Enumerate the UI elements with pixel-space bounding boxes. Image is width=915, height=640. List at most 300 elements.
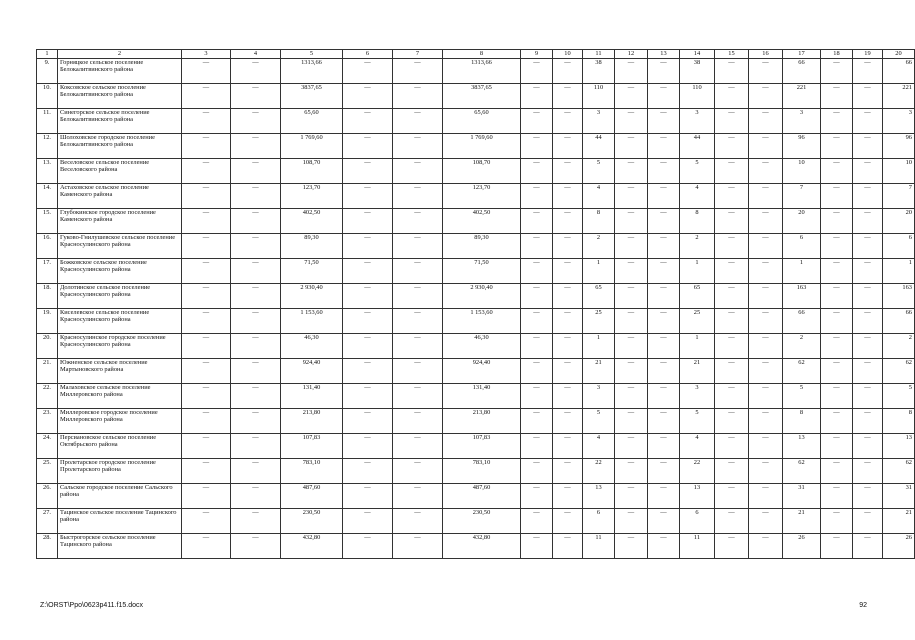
value-cell: — <box>821 209 853 234</box>
value-cell: — <box>615 459 648 484</box>
value-cell: 21 <box>583 359 615 384</box>
settlement-name-cell: Коксовское сельское поселение Белокалитвинского района <box>58 84 182 109</box>
value-cell: 2 <box>680 234 715 259</box>
value-cell: 25 <box>680 309 715 334</box>
value-cell: — <box>182 59 231 84</box>
value-cell: 3 <box>783 109 821 134</box>
value-cell: — <box>393 234 443 259</box>
value-cell: — <box>821 409 853 434</box>
value-cell: — <box>521 484 553 509</box>
value-cell: — <box>853 259 883 284</box>
value-cell: — <box>182 184 231 209</box>
table-row <box>37 134 915 159</box>
value-cell: — <box>853 234 883 259</box>
value-cell: 6 <box>583 509 615 534</box>
value-cell: 5 <box>583 409 615 434</box>
value-cell: — <box>343 234 393 259</box>
value-cell: 3837,65 <box>281 84 343 109</box>
value-cell: — <box>853 134 883 159</box>
value-cell: 221 <box>783 84 821 109</box>
value-cell: 924,40 <box>443 359 521 384</box>
value-cell: — <box>231 484 281 509</box>
value-cell: — <box>615 59 648 84</box>
value-cell: 1 153,60 <box>443 309 521 334</box>
value-cell: 432,80 <box>443 534 521 559</box>
value-cell: — <box>343 284 393 309</box>
value-cell: — <box>393 134 443 159</box>
value-cell: — <box>182 259 231 284</box>
column-header: 9 <box>521 50 553 59</box>
value-cell: — <box>521 334 553 359</box>
settlement-name-cell: Шолоховское городское поселение Белокалитвинского района <box>58 134 182 159</box>
value-cell: — <box>393 259 443 284</box>
value-cell: — <box>231 459 281 484</box>
value-cell: 62 <box>883 459 915 484</box>
value-cell: 110 <box>680 84 715 109</box>
value-cell: — <box>615 209 648 234</box>
value-cell: — <box>648 109 680 134</box>
value-cell: — <box>715 134 749 159</box>
value-cell: 1 <box>883 259 915 284</box>
value-cell: 3 <box>883 109 915 134</box>
value-cell: — <box>615 359 648 384</box>
table-row <box>37 184 915 209</box>
value-cell: 10 <box>883 159 915 184</box>
value-cell: — <box>393 384 443 409</box>
value-cell: — <box>749 384 783 409</box>
value-cell: — <box>715 259 749 284</box>
value-cell: — <box>343 484 393 509</box>
settlement-name-cell: Миллеровское городское поселение Миллеровского района <box>58 409 182 434</box>
value-cell: — <box>615 309 648 334</box>
value-cell: — <box>821 234 853 259</box>
value-cell: — <box>821 134 853 159</box>
value-cell: 20 <box>883 209 915 234</box>
value-cell: — <box>715 309 749 334</box>
value-cell: 1 <box>680 334 715 359</box>
value-cell: — <box>343 134 393 159</box>
value-cell: 2 930,40 <box>443 284 521 309</box>
value-cell: — <box>343 334 393 359</box>
settlement-name-cell: Глубокинское городское поселение Каменского района <box>58 209 182 234</box>
value-cell: — <box>853 184 883 209</box>
value-cell: — <box>393 209 443 234</box>
value-cell: 25 <box>583 309 615 334</box>
value-cell: 4 <box>583 434 615 459</box>
column-header: 18 <box>821 50 853 59</box>
value-cell: — <box>393 434 443 459</box>
value-cell: — <box>615 409 648 434</box>
table-row <box>37 109 915 134</box>
value-cell: — <box>393 409 443 434</box>
column-header: 12 <box>615 50 648 59</box>
row-number-cell: 14. <box>37 184 58 209</box>
settlement-name-cell: Сальское городское поселение Сальского района <box>58 484 182 509</box>
value-cell: — <box>648 534 680 559</box>
value-cell: — <box>231 184 281 209</box>
value-cell: 6 <box>680 509 715 534</box>
value-cell: 13 <box>783 434 821 459</box>
column-header: 7 <box>393 50 443 59</box>
value-cell: — <box>182 109 231 134</box>
value-cell: — <box>715 484 749 509</box>
value-cell: — <box>231 509 281 534</box>
value-cell: — <box>648 384 680 409</box>
value-cell: — <box>393 109 443 134</box>
value-cell: — <box>231 434 281 459</box>
value-cell: — <box>182 409 231 434</box>
value-cell: — <box>521 409 553 434</box>
value-cell: — <box>182 84 231 109</box>
value-cell: 26 <box>783 534 821 559</box>
value-cell: — <box>231 159 281 184</box>
column-header: 10 <box>553 50 583 59</box>
value-cell: 4 <box>680 434 715 459</box>
value-cell: — <box>715 234 749 259</box>
row-number-cell: 19. <box>37 309 58 334</box>
value-cell: 26 <box>883 534 915 559</box>
value-cell: — <box>821 309 853 334</box>
value-cell: 1 <box>583 334 615 359</box>
value-cell: 5 <box>883 384 915 409</box>
column-header: 19 <box>853 50 883 59</box>
value-cell: 7 <box>883 184 915 209</box>
settlement-name-cell: Пролетарское городское поселение Пролетарского района <box>58 459 182 484</box>
value-cell: — <box>853 434 883 459</box>
value-cell: 21 <box>680 359 715 384</box>
value-cell: — <box>393 359 443 384</box>
row-number-cell: 16. <box>37 234 58 259</box>
value-cell: — <box>393 184 443 209</box>
value-cell: 221 <box>883 84 915 109</box>
value-cell: — <box>182 384 231 409</box>
value-cell: 5 <box>783 384 821 409</box>
value-cell: — <box>553 84 583 109</box>
value-cell: 2 930,40 <box>281 284 343 309</box>
value-cell: — <box>715 409 749 434</box>
value-cell: — <box>521 234 553 259</box>
value-cell: — <box>521 184 553 209</box>
page-number: 92 <box>859 602 867 609</box>
value-cell: — <box>648 359 680 384</box>
value-cell: — <box>821 534 853 559</box>
value-cell: — <box>553 509 583 534</box>
value-cell: — <box>853 309 883 334</box>
value-cell: — <box>853 409 883 434</box>
value-cell: — <box>553 459 583 484</box>
value-cell: — <box>521 534 553 559</box>
table-row <box>37 234 915 259</box>
value-cell: — <box>553 434 583 459</box>
value-cell: — <box>648 309 680 334</box>
value-cell: 6 <box>783 234 821 259</box>
value-cell: — <box>182 159 231 184</box>
table-row <box>37 309 915 334</box>
settlement-name-cell: Тацинское сельское поселение Тацинского района <box>58 509 182 534</box>
value-cell: — <box>648 184 680 209</box>
value-cell: 22 <box>680 459 715 484</box>
value-cell: — <box>553 134 583 159</box>
value-cell: 3 <box>583 109 615 134</box>
value-cell: 1 769,60 <box>443 134 521 159</box>
value-cell: — <box>821 434 853 459</box>
settlement-name-cell: Божковское сельское поселение Красносулинского района <box>58 259 182 284</box>
value-cell: — <box>521 84 553 109</box>
value-cell: — <box>553 259 583 284</box>
value-cell: — <box>393 84 443 109</box>
value-cell: — <box>648 459 680 484</box>
value-cell: 213,80 <box>281 409 343 434</box>
value-cell: — <box>521 459 553 484</box>
value-cell: — <box>553 234 583 259</box>
value-cell: — <box>393 459 443 484</box>
value-cell: — <box>553 59 583 84</box>
value-cell: — <box>853 284 883 309</box>
value-cell: — <box>343 534 393 559</box>
value-cell: — <box>648 434 680 459</box>
value-cell: — <box>648 84 680 109</box>
value-cell: — <box>715 209 749 234</box>
value-cell: — <box>749 159 783 184</box>
value-cell: 11 <box>583 534 615 559</box>
value-cell: 71,50 <box>281 259 343 284</box>
value-cell: — <box>853 334 883 359</box>
table-row <box>37 284 915 309</box>
value-cell: — <box>553 159 583 184</box>
value-cell: 65 <box>583 284 615 309</box>
value-cell: — <box>231 259 281 284</box>
value-cell: 5 <box>680 409 715 434</box>
value-cell: — <box>231 359 281 384</box>
row-number-cell: 10. <box>37 84 58 109</box>
value-cell: 10 <box>783 159 821 184</box>
value-cell: — <box>521 384 553 409</box>
value-cell: — <box>553 359 583 384</box>
value-cell: — <box>343 59 393 84</box>
value-cell: — <box>521 134 553 159</box>
column-header: 17 <box>783 50 821 59</box>
value-cell: — <box>715 284 749 309</box>
value-cell: — <box>343 384 393 409</box>
value-cell: 5 <box>680 159 715 184</box>
value-cell: 487,60 <box>281 484 343 509</box>
value-cell: 163 <box>783 284 821 309</box>
value-cell: — <box>182 209 231 234</box>
value-cell: — <box>853 484 883 509</box>
settlement-name-cell: Красносулинское городское поселение Красносулинского района <box>58 334 182 359</box>
value-cell: — <box>821 509 853 534</box>
value-cell: 44 <box>680 134 715 159</box>
value-cell: — <box>615 434 648 459</box>
value-cell: — <box>749 234 783 259</box>
value-cell: — <box>521 109 553 134</box>
value-cell: — <box>182 284 231 309</box>
value-cell: 783,10 <box>281 459 343 484</box>
value-cell: 96 <box>883 134 915 159</box>
value-cell: 2 <box>783 334 821 359</box>
column-header: 15 <box>715 50 749 59</box>
value-cell: — <box>231 334 281 359</box>
value-cell: — <box>182 359 231 384</box>
value-cell: 65 <box>680 284 715 309</box>
column-header: 5 <box>281 50 343 59</box>
table-row <box>37 84 915 109</box>
value-cell: 22 <box>583 459 615 484</box>
table-row <box>37 59 915 84</box>
value-cell: — <box>521 284 553 309</box>
value-cell: — <box>821 159 853 184</box>
table-row <box>37 334 915 359</box>
table-row <box>37 484 915 509</box>
row-number-cell: 11. <box>37 109 58 134</box>
value-cell: — <box>553 409 583 434</box>
value-cell: 163 <box>883 284 915 309</box>
value-cell: — <box>821 59 853 84</box>
value-cell: — <box>615 384 648 409</box>
value-cell: — <box>553 384 583 409</box>
value-cell: 89,30 <box>281 234 343 259</box>
table-row <box>37 534 915 559</box>
column-header: 6 <box>343 50 393 59</box>
value-cell: — <box>648 209 680 234</box>
settlement-name-cell: Быстрогорское сельское поселение Тацинского района <box>58 534 182 559</box>
value-cell: — <box>393 284 443 309</box>
value-cell: — <box>615 259 648 284</box>
value-cell: 66 <box>883 59 915 84</box>
column-header: 8 <box>443 50 521 59</box>
value-cell: 432,80 <box>281 534 343 559</box>
value-cell: — <box>521 434 553 459</box>
value-cell: 1 <box>583 259 615 284</box>
value-cell: — <box>749 284 783 309</box>
value-cell: — <box>393 534 443 559</box>
value-cell: — <box>343 84 393 109</box>
data-table <box>36 49 915 559</box>
value-cell: 62 <box>783 459 821 484</box>
table-row <box>37 209 915 234</box>
value-cell: 21 <box>883 509 915 534</box>
value-cell: — <box>521 359 553 384</box>
value-cell: 46,30 <box>443 334 521 359</box>
value-cell: 487,60 <box>443 484 521 509</box>
value-cell: — <box>853 534 883 559</box>
value-cell: — <box>343 209 393 234</box>
value-cell: — <box>231 134 281 159</box>
row-number-cell: 22. <box>37 384 58 409</box>
value-cell: 8 <box>883 409 915 434</box>
value-cell: — <box>231 59 281 84</box>
value-cell: — <box>231 409 281 434</box>
value-cell: — <box>749 509 783 534</box>
value-cell: — <box>715 534 749 559</box>
value-cell: 123,70 <box>443 184 521 209</box>
value-cell: — <box>853 159 883 184</box>
value-cell: — <box>343 509 393 534</box>
value-cell: — <box>648 234 680 259</box>
table-row <box>37 159 915 184</box>
value-cell: — <box>182 534 231 559</box>
row-number-cell: 12. <box>37 134 58 159</box>
value-cell: — <box>648 484 680 509</box>
value-cell: — <box>715 434 749 459</box>
value-cell: — <box>821 84 853 109</box>
column-header: 3 <box>182 50 231 59</box>
value-cell: 65,60 <box>443 109 521 134</box>
value-cell: 108,70 <box>443 159 521 184</box>
value-cell: — <box>182 134 231 159</box>
settlement-name-cell: Малаховское сельское поселение Миллеровского района <box>58 384 182 409</box>
row-number-cell: 20. <box>37 334 58 359</box>
value-cell: 38 <box>583 59 615 84</box>
column-header: 16 <box>749 50 783 59</box>
value-cell: — <box>615 134 648 159</box>
row-number-cell: 28. <box>37 534 58 559</box>
value-cell: — <box>343 109 393 134</box>
value-cell: 11 <box>680 534 715 559</box>
settlement-name-cell: Гуково-Гнилушевское сельское поселение Красносулинского района <box>58 234 182 259</box>
value-cell: 4 <box>680 184 715 209</box>
value-cell: — <box>648 284 680 309</box>
value-cell: — <box>749 259 783 284</box>
value-cell: 8 <box>680 209 715 234</box>
value-cell: 1313,66 <box>443 59 521 84</box>
value-cell: — <box>615 109 648 134</box>
settlement-name-cell: Синегорское сельское поселение Белокалитвинского района <box>58 109 182 134</box>
value-cell: — <box>749 184 783 209</box>
value-cell: — <box>182 484 231 509</box>
value-cell: — <box>182 509 231 534</box>
value-cell: — <box>648 509 680 534</box>
value-cell: — <box>553 209 583 234</box>
value-cell: 31 <box>783 484 821 509</box>
value-cell: 66 <box>783 59 821 84</box>
settlement-name-cell: Киселевское сельское поселение Красносулинского района <box>58 309 182 334</box>
value-cell: — <box>853 84 883 109</box>
value-cell: — <box>648 409 680 434</box>
value-cell: — <box>182 309 231 334</box>
value-cell: 3 <box>680 384 715 409</box>
value-cell: 38 <box>680 59 715 84</box>
value-cell: — <box>182 234 231 259</box>
value-cell: — <box>615 159 648 184</box>
row-number-cell: 23. <box>37 409 58 434</box>
settlement-name-cell: Персиановское сельское поселение Октябрьского района <box>58 434 182 459</box>
value-cell: — <box>821 359 853 384</box>
value-cell: — <box>853 59 883 84</box>
value-cell: 3 <box>680 109 715 134</box>
value-cell: 131,40 <box>281 384 343 409</box>
value-cell: 1313,66 <box>281 59 343 84</box>
value-cell: — <box>648 334 680 359</box>
value-cell: 108,70 <box>281 159 343 184</box>
value-cell: — <box>231 234 281 259</box>
value-cell: — <box>821 259 853 284</box>
value-cell: — <box>715 109 749 134</box>
value-cell: — <box>393 484 443 509</box>
value-cell: — <box>553 534 583 559</box>
value-cell: — <box>648 259 680 284</box>
value-cell: 7 <box>783 184 821 209</box>
table-body <box>37 50 915 559</box>
value-cell: — <box>749 534 783 559</box>
value-cell: 65,60 <box>281 109 343 134</box>
value-cell: — <box>853 109 883 134</box>
settlement-name-cell: Астаховское сельское поселение Каменского района <box>58 184 182 209</box>
value-cell: — <box>553 109 583 134</box>
value-cell: — <box>343 184 393 209</box>
value-cell: 13 <box>680 484 715 509</box>
row-number-cell: 26. <box>37 484 58 509</box>
